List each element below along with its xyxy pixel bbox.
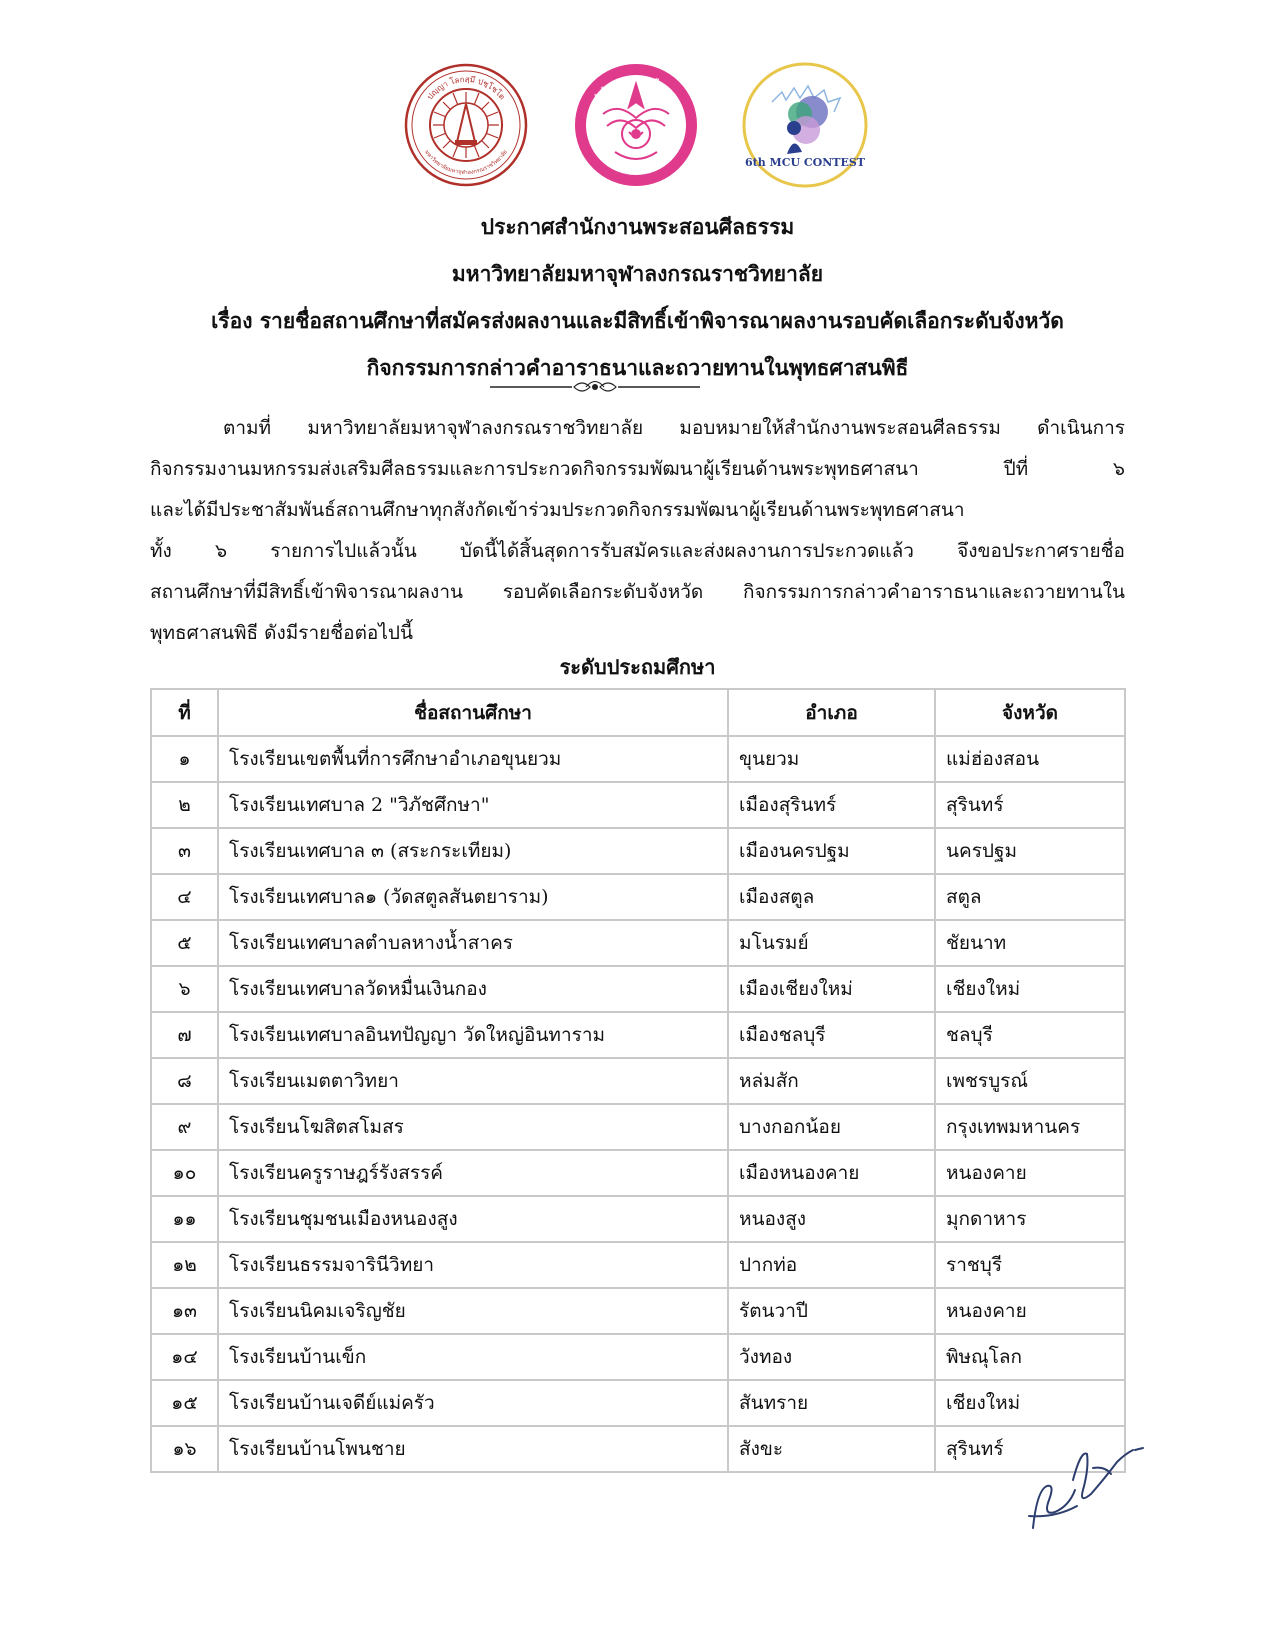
header-logos <box>0 62 1275 192</box>
mcu-contest-logo <box>742 62 868 188</box>
district-cell: เมืองชลบุรี <box>728 1012 935 1058</box>
school-name-cell: โรงเรียนเทศบาลวัดหมื่นเงินกอง <box>218 966 728 1012</box>
province-cell: แม่ฮ่องสอน <box>935 736 1125 782</box>
body-line-2: กิจกรรมงานมหกรรมส่งเสริมศีลธรรมและการประกวดกิจกรรมพัฒนาผู้เรียนด้านพระพุทธศาสนา ปีที่ ๖ <box>150 458 1125 480</box>
table-row <box>151 782 1125 828</box>
district-cell: เมืองสุรินทร์ <box>728 782 935 828</box>
mcu-university-seal-logo <box>403 62 529 188</box>
province-cell: สุรินทร์ <box>935 782 1125 828</box>
handwritten-signature <box>1025 1420 1185 1550</box>
school-name-cell: โรงเรียนบ้านโพนชาย <box>218 1426 728 1472</box>
table-row <box>151 1150 1125 1196</box>
body-line-3: และได้มีประชาสัมพันธ์สถานศึกษาทุกสังกัดเข้าร่วมประกวดกิจกรรมพัฒนาผู้เรียนด้านพระพุทธศาสนา <box>150 499 965 521</box>
heading-line-2: มหาวิทยาลัยมหาจุฬาลงกรณราชวิทยาลัย <box>451 261 824 286</box>
row-number-cell: ๘ <box>151 1058 218 1104</box>
district-cell: หล่มสัก <box>728 1058 935 1104</box>
row-number-cell: ๔ <box>151 874 218 920</box>
row-number-cell: ๑๒ <box>151 1242 218 1288</box>
header-province: จังหวัด <box>935 689 1125 736</box>
school-name-cell: โรงเรียนเมตตาวิทยา <box>218 1058 728 1104</box>
table-row <box>151 1426 1125 1472</box>
school-name-cell: โรงเรียนเทศบาล ๓ (สระกระเทียม) <box>218 828 728 874</box>
announcement-heading <box>100 203 1175 391</box>
body-line-5: สถานศึกษาที่มีสิทธิ์เข้าพิจารณาผลงาน รอบคัดเลือกระดับจังหวัด กิจกรรมการกล่าวคำอาราธนาและถวายทานใน <box>150 581 1125 603</box>
district-cell: หนองสูง <box>728 1196 935 1242</box>
district-cell: วังทอง <box>728 1334 935 1380</box>
header-number: ที่ <box>151 689 218 736</box>
row-number-cell: ๒ <box>151 782 218 828</box>
table-row <box>151 1334 1125 1380</box>
row-number-cell: ๑ <box>151 736 218 782</box>
province-cell: ราชบุรี <box>935 1242 1125 1288</box>
school-name-cell: โรงเรียนครูราษฎร์รังสรรค์ <box>218 1150 728 1196</box>
school-list-table <box>150 688 1126 1473</box>
table-row <box>151 1104 1125 1150</box>
seal2-ring-bottom-text: มหาวิทยาลัยมหาจุฬาลงกรณราชวิทยาลัย <box>593 149 679 176</box>
table-row <box>151 1196 1125 1242</box>
province-cell: หนองคาย <box>935 1288 1125 1334</box>
school-name-cell: โรงเรียนชุมชนเมืองหนองสูง <box>218 1196 728 1242</box>
school-name-cell: โรงเรียนเขตพื้นที่การศึกษาอำเภอขุนยวม <box>218 736 728 782</box>
province-cell: ชลบุรี <box>935 1012 1125 1058</box>
district-cell: ขุนยวม <box>728 736 935 782</box>
body-line-6: พุทธศาสนพิธี ดังมีรายชื่อต่อไปนี้ <box>150 622 413 644</box>
province-cell: พิษณุโลก <box>935 1334 1125 1380</box>
district-cell: มโนรมย์ <box>728 920 935 966</box>
province-cell: เชียงใหม่ <box>935 966 1125 1012</box>
table-row <box>151 1242 1125 1288</box>
province-cell: เชียงใหม่ <box>935 1380 1125 1426</box>
school-name-cell: โรงเรียนนิคมเจริญชัย <box>218 1288 728 1334</box>
district-cell: เมืองสตูล <box>728 874 935 920</box>
row-number-cell: ๑๖ <box>151 1426 218 1472</box>
row-number-cell: ๗ <box>151 1012 218 1058</box>
row-number-cell: ๑๔ <box>151 1334 218 1380</box>
school-name-cell: โรงเรียนบ้านเข็ก <box>218 1334 728 1380</box>
province-cell: มุกดาหาร <box>935 1196 1125 1242</box>
table-row <box>151 1058 1125 1104</box>
province-cell: สตูล <box>935 874 1125 920</box>
header-school-name: ชื่อสถานศึกษา <box>218 689 728 736</box>
table-row <box>151 1012 1125 1058</box>
header-district: อำเภอ <box>728 689 935 736</box>
school-name-cell: โรงเรียนบ้านเจดีย์แม่ครัว <box>218 1380 728 1426</box>
row-number-cell: ๑๐ <box>151 1150 218 1196</box>
ornamental-divider <box>490 376 700 398</box>
seal1-ring-bottom-text: มหาวิทยาลัยมหาจุฬาลงกรณราชวิทยาลัย <box>423 149 509 176</box>
heading-line-4: กิจกรรมการกล่าวคำอาราธนาและถวายทานในพุทธศาสนพิธี <box>366 355 909 380</box>
contest-logo-text: 6th MCU CONTEST <box>744 156 866 169</box>
province-cell: นครปฐม <box>935 828 1125 874</box>
school-name-cell: โรงเรียนเทศบาล๑ (วัดสตูลสันตยาราม) <box>218 874 728 920</box>
district-cell: ปากท่อ <box>728 1242 935 1288</box>
section-title: ระดับประถมศึกษา <box>559 655 716 679</box>
body-line-1: ตามที่ มหาวิทยาลัยมหาจุฬาลงกรณราชวิทยาลัย มอบหมายให้สำนักงานพระสอนศีลธรรม ดำเนินการ <box>223 417 1125 439</box>
table-row <box>151 920 1125 966</box>
district-cell: เมืองนครปฐม <box>728 828 935 874</box>
district-cell: รัตนวาปี <box>728 1288 935 1334</box>
row-number-cell: ๕ <box>151 920 218 966</box>
row-number-cell: ๙ <box>151 1104 218 1150</box>
table-row <box>151 874 1125 920</box>
row-number-cell: ๖ <box>151 966 218 1012</box>
row-number-cell: ๑๑ <box>151 1196 218 1242</box>
table-body <box>151 736 1125 1472</box>
province-cell: กรุงเทพมหานคร <box>935 1104 1125 1150</box>
district-cell: สังขะ <box>728 1426 935 1472</box>
table-row <box>151 966 1125 1012</box>
province-cell: สุรินทร์ <box>935 1426 1125 1472</box>
dhamma-teaching-office-seal-logo <box>573 62 699 188</box>
row-number-cell: ๓ <box>151 828 218 874</box>
district-cell: สันทราย <box>728 1380 935 1426</box>
district-cell: เมืองเชียงใหม่ <box>728 966 935 1012</box>
heading-line-1: ประกาศสำนักงานพระสอนศีลธรรม <box>480 214 795 239</box>
table-row <box>151 828 1125 874</box>
table-row <box>151 1288 1125 1334</box>
district-cell: บางกอกน้อย <box>728 1104 935 1150</box>
row-number-cell: ๑๕ <box>151 1380 218 1426</box>
school-name-cell: โรงเรียนโฆสิตสโมสร <box>218 1104 728 1150</box>
table-row <box>151 736 1125 782</box>
table-row <box>151 1380 1125 1426</box>
school-name-cell: โรงเรียนเทศบาลอินทปัญญา วัดใหญ่อินทาราม <box>218 1012 728 1058</box>
row-number-cell: ๑๓ <box>151 1288 218 1334</box>
district-cell: เมืองหนองคาย <box>728 1150 935 1196</box>
body-line-4: ทั้ง ๖ รายการไปแล้วนั้น บัดนี้ได้สิ้นสุดการรับสมัครและส่งผลงานการประกวดแล้ว จึงขอประกาศรายชื่อ <box>150 540 1125 562</box>
seal1-ring-top-text: ปญฺญา โลกสฺมึ ปชฺโชโต <box>425 74 507 102</box>
school-name-cell: โรงเรียนเทศบาลตำบลหางน้ำสาคร <box>218 920 728 966</box>
heading-line-3: เรื่อง รายชื่อสถานศึกษาที่สมัครส่งผลงานและมีสิทธิ์เข้าพิจารณาผลงานรอบคัดเลือกระดับจังหวัด <box>211 308 1064 333</box>
school-name-cell: โรงเรียนธรรมจารินีวิทยา <box>218 1242 728 1288</box>
announcement-body <box>150 408 1125 654</box>
seal2-ring-top-text: สำนักงานพระสอนศีลธรรม <box>591 72 681 103</box>
school-name-cell: โรงเรียนเทศบาล 2 "วิภัชศึกษา" <box>218 782 728 828</box>
table-header-row <box>151 689 1125 736</box>
province-cell: เพชรบูรณ์ <box>935 1058 1125 1104</box>
province-cell: ชัยนาท <box>935 920 1125 966</box>
province-cell: หนองคาย <box>935 1150 1125 1196</box>
